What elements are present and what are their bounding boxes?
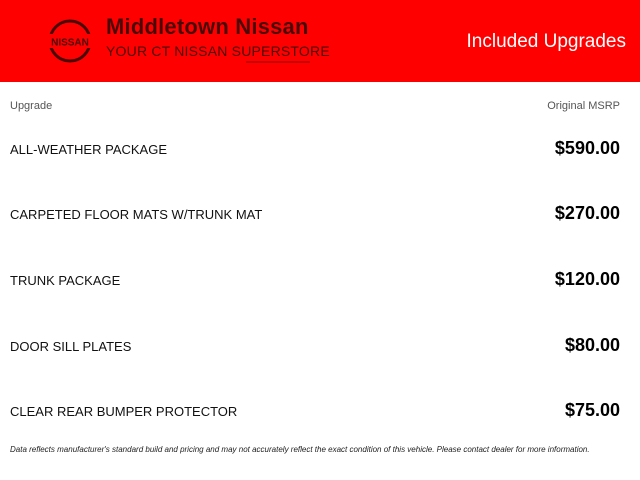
header-banner: [0, 0, 640, 82]
upgrade-name: ALL-WEATHER PACKAGE: [10, 142, 167, 157]
upgrade-price: $270.00: [554, 203, 620, 223]
upgrade-name: CLEAR REAR BUMPER PROTECTOR: [10, 404, 238, 419]
upgrade-price: $80.00: [564, 335, 620, 355]
upgrade-row: [10, 335, 620, 359]
upgrade-price: $120.00: [554, 269, 620, 289]
upgrade-price: $590.00: [554, 138, 620, 158]
dealer-name: Middletown Nissan: [106, 14, 309, 39]
upgrade-row: [10, 138, 620, 162]
upgrade-name: DOOR SILL PLATES: [10, 339, 132, 354]
nissan-logo-text: NISSAN: [51, 37, 89, 49]
column-header-msrp: Original MSRP: [547, 100, 620, 112]
upgrade-name: CARPETED FLOOR MATS W/TRUNK MAT: [10, 207, 263, 222]
dealer-tagline: YOUR CT NISSAN SUPERSTORE: [106, 43, 330, 59]
disclaimer-text: Data reflects manufacturer's standard build and pricing and may not accurately reflect the exact condition of this vehicle. Please contact dealer for more information.: [10, 445, 590, 454]
upgrade-row: [10, 203, 620, 227]
page-title: Included Upgrades: [466, 31, 626, 52]
column-header-upgrade: Upgrade: [10, 100, 53, 112]
upgrade-name: TRUNK PACKAGE: [10, 273, 121, 288]
upgrade-row: [10, 400, 620, 424]
upgrade-price: $75.00: [564, 400, 620, 420]
upgrade-row: [10, 269, 620, 293]
tagline-underline: [246, 61, 310, 63]
nissan-logo-icon: [42, 17, 98, 65]
